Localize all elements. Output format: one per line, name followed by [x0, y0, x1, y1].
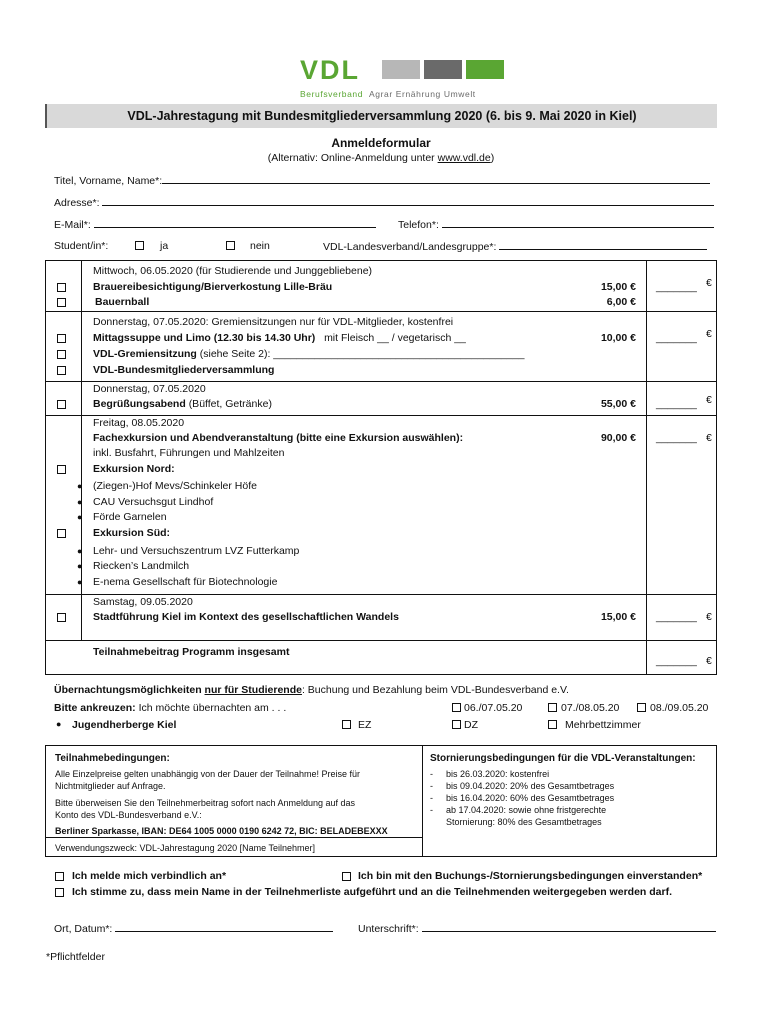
euro-sign: €: [706, 394, 712, 406]
total-label: Teilnahmebeitrag Programm insgesamt: [93, 646, 290, 658]
signature-label: Unterschrift*:: [358, 923, 419, 935]
online-alternative-prefix: (Alternativ: Online-Anmeldung unter: [267, 152, 438, 164]
phone-field-row: [398, 218, 714, 231]
farmers-ball-checkbox[interactable]: [57, 298, 66, 307]
thursday-committees-heading: Donnerstag, 07.05.2020: Gremiensitzungen nur für VDL-Mitglieder, kostenfrei: [93, 316, 454, 328]
participant-list-label: Ich stimme zu, dass mein Name in der Teilnehmerliste aufgeführt und an die Teilnehmenden weitergegeben werden darf.: [72, 886, 672, 898]
overnight-heading-rest: : Buchung und Bezahlung beim VDL-Bundesverband e.V.: [301, 684, 569, 696]
night3-checkbox[interactable]: [637, 703, 646, 712]
conditions-box: [45, 745, 717, 857]
north-stop: (Ziegen-)Hof Mevs/Schinkeler Höfe: [93, 480, 257, 492]
form-title: Anmeldeformular: [331, 136, 431, 150]
dash-icon: -: [430, 805, 433, 815]
online-alternative: [45, 152, 717, 164]
brewery-price: 15,00 €: [600, 281, 636, 293]
phone-field[interactable]: [442, 218, 714, 228]
north-stop: Förde Garnelen: [93, 511, 167, 523]
hostel-label: Jugendherberge Kiel: [72, 719, 177, 731]
overnight-request-bold: Bitte ankreuzen:: [54, 702, 136, 714]
table-rule: [46, 415, 716, 416]
committee-meeting-checkbox[interactable]: [57, 350, 66, 359]
student-label: Student/in*:: [54, 240, 109, 252]
general-assembly-label: VDL-Bundesmitgliederversammlung: [93, 364, 275, 376]
euro-sign: €: [706, 611, 712, 623]
lunch-soup-options[interactable]: mit Fleisch __ / vegetarisch __: [324, 332, 466, 344]
student-row: [54, 240, 108, 252]
logo-bar-green: [466, 60, 504, 79]
wednesday-heading: Mittwoch, 06.05.2020 (für Studierende und Junggebliebene): [93, 265, 373, 277]
excursion-north-label: Exkursion Nord:: [93, 463, 175, 475]
participation-terms-title: Teilnahmebedingungen:: [55, 753, 170, 764]
logo-bar-light: [382, 60, 420, 79]
vdl-website-link[interactable]: www.vdl.de: [437, 152, 491, 164]
double-room-label: DZ: [464, 719, 478, 731]
document-title: VDL-Jahrestagung mit Bundesmitgliederversammlung 2020 (6. bis 9. Mai 2020 in Kiel): [45, 104, 717, 128]
euro-sign: €: [706, 432, 712, 444]
cancellation-line: ab 17.04.2020: sowie ohne fristgerechte: [446, 805, 607, 815]
name-field[interactable]: [162, 174, 710, 184]
committee-meeting-note[interactable]: (siehe Seite 2): ___________________________________________: [199, 348, 525, 360]
farmers-ball-label: Bauernball: [95, 296, 150, 308]
overnight-request: [54, 702, 286, 714]
bullet-icon: ●: [56, 719, 62, 729]
bullet-icon: ●: [77, 481, 83, 491]
logo-subtitle-gray: Agrar Ernährung Umwelt: [369, 89, 476, 99]
thursday-welcome-heading: Donnerstag, 07.05.2020: [93, 383, 206, 395]
night1-checkbox[interactable]: [452, 703, 461, 712]
place-date-row: [54, 922, 333, 935]
terms-agreement-checkbox[interactable]: [342, 872, 351, 881]
dash-icon: -: [430, 781, 433, 791]
bullet-icon: ●: [77, 512, 83, 522]
overnight-request-text: Ich möchte übernachten am . . .: [135, 702, 287, 714]
night1-label: 06./07.05.20: [464, 702, 523, 714]
student-yes-label: ja: [160, 240, 169, 252]
place-date-label: Ort, Datum*:: [54, 923, 113, 935]
city-tour-label: Stadtführung Kiel im Kontext des gesellschaftlichen Wandels: [93, 611, 399, 623]
thursday-welcome-amount-field[interactable]: _______: [656, 398, 697, 410]
excursion-price: 90,00 €: [600, 432, 636, 444]
logo-bar-dark: [424, 60, 462, 79]
brewery-label: Brauereibesichtigung/Bierverkostung Lille-Bräu: [93, 281, 333, 293]
name-field-row: [54, 174, 710, 187]
euro-sign: €: [706, 655, 712, 667]
overnight-students-only: nur für Studierende: [204, 684, 302, 696]
committee-meeting-row: [93, 348, 524, 360]
name-field-label: Titel, Vorname, Name*:: [54, 175, 163, 187]
email-field-row: [54, 218, 376, 231]
night3-label: 08./09.05.20: [650, 702, 709, 714]
signature-field[interactable]: [422, 922, 716, 932]
excursion-south-checkbox[interactable]: [57, 529, 66, 538]
euro-sign: €: [706, 277, 712, 289]
logo-subtitle: [300, 89, 476, 99]
terms-agreement-label: Ich bin mit den Buchungs-/Stornierungsbedingungen einverstanden*: [358, 870, 703, 882]
cancellation-line: bis 26.03.2020: kostenfrei: [446, 769, 550, 779]
email-field[interactable]: [94, 218, 376, 228]
online-alternative-suffix: ): [490, 152, 495, 164]
payment-reference: Verwendungszweck: VDL-Jahrestagung 2020 [Name Teilnehmer]: [55, 843, 315, 853]
night2-label: 07./08.05.20: [561, 702, 620, 714]
bullet-icon: ●: [77, 561, 83, 571]
south-stop: E-nema Gesellschaft für Biotechnologie: [93, 576, 278, 588]
multi-bed-room-label: Mehrbettzimmer: [565, 719, 641, 731]
participation-terms-line: Konto des VDL-Bundesverband e.V.:: [55, 810, 202, 820]
participation-terms-line: Nichtmitglieder auf Anfrage.: [55, 781, 166, 791]
address-field[interactable]: [102, 196, 714, 206]
city-tour-checkbox[interactable]: [57, 613, 66, 622]
saturday-heading: Samstag, 09.05.2020: [93, 596, 193, 608]
table-rule: [46, 381, 716, 382]
cancellation-line: bis 16.04.2020: 60% des Gesamtbetrages: [446, 793, 615, 803]
conditions-divider: [422, 746, 423, 856]
general-assembly-checkbox[interactable]: [57, 366, 66, 375]
participation-terms-line: Bitte überweisen Sie den Teilnehmerbeitrag sofort nach Anmeldung auf das: [55, 798, 356, 808]
bullet-icon: ●: [77, 577, 83, 587]
group-field-label: VDL-Landesverband/Landesgruppe*:: [323, 241, 497, 253]
lunch-soup-checkbox[interactable]: [57, 334, 66, 343]
single-room-label: EZ: [358, 719, 372, 731]
student-no-label: nein: [250, 240, 270, 252]
committee-meeting-label: VDL-Gremiensitzung: [93, 348, 197, 360]
group-field-row: [323, 240, 707, 253]
excursion-note: inkl. Busfahrt, Führungen und Mahlzeiten: [93, 447, 285, 459]
table-divider-right: [646, 261, 647, 674]
city-tour-price: 15,00 €: [600, 611, 636, 623]
bullet-icon: ●: [77, 546, 83, 556]
excursion-label: Fachexkursion und Abendveranstaltung (bitte eine Exkursion auswählen):: [93, 432, 464, 444]
cancellation-line: Stornierung: 80% des Gesamtbetrages: [446, 817, 602, 827]
overnight-heading-part: Übernachtungsmöglichkeiten: [54, 684, 205, 696]
excursion-south-label: Exkursion Süd:: [93, 527, 171, 539]
south-stop: Riecken’s Landmilch: [93, 560, 190, 572]
welcome-evening-price: 55,00 €: [600, 398, 636, 410]
dash-icon: -: [430, 769, 433, 779]
logo-wordmark: VDL: [300, 55, 360, 85]
table-rule: [46, 640, 716, 641]
email-field-label: E-Mail*:: [54, 219, 91, 231]
address-field-label: Adresse*:: [54, 197, 100, 209]
table-rule: [46, 594, 716, 595]
logo-subtitle-green: Berufsverband: [300, 89, 364, 99]
total-amount-field[interactable]: _______: [656, 655, 697, 667]
table-rule: [46, 311, 716, 312]
welcome-evening-checkbox[interactable]: [57, 400, 66, 409]
bank-details: Berliner Sparkasse, IBAN: DE64 1005 0000 0190 6242 72, BIC: BELADEBEXXX: [55, 826, 388, 836]
conditions-rule: [46, 837, 422, 838]
euro-sign: €: [706, 328, 712, 340]
north-stop: CAU Versuchsgut Lindhof: [93, 496, 214, 508]
binding-registration-checkbox[interactable]: [55, 872, 64, 881]
student-yes-checkbox[interactable]: [135, 241, 144, 250]
excursion-north-checkbox[interactable]: [57, 465, 66, 474]
night2-checkbox[interactable]: [548, 703, 557, 712]
welcome-evening-note: (Büffet, Getränke): [188, 398, 272, 410]
welcome-evening-row: [93, 398, 272, 410]
thursday-committees-amount-field[interactable]: _______: [656, 332, 697, 344]
multi-bed-room-checkbox[interactable]: [548, 720, 557, 729]
overnight-heading: [54, 684, 569, 696]
group-field[interactable]: [499, 240, 707, 250]
participant-list-checkbox[interactable]: [55, 888, 64, 897]
cancellation-terms-title: Stornierungsbedingungen für die VDL-Veranstaltungen:: [430, 753, 696, 764]
participation-terms-line: Alle Einzelpreise gelten unabhängig von der Dauer der Teilnahme! Preise für: [55, 769, 361, 779]
farmers-ball-price: 6,00 €: [606, 296, 636, 308]
dash-icon: -: [430, 793, 433, 803]
address-field-row: [54, 196, 714, 209]
lunch-soup-label: Mittagssuppe und Limo (12.30 bis 14.30 Uhr): [93, 332, 316, 344]
cancellation-line: bis 09.04.2020: 20% des Gesamtbetrages: [446, 781, 615, 791]
south-stop: Lehr- und Versuchszentrum LVZ Futterkamp: [93, 545, 300, 557]
program-table: [45, 260, 717, 675]
brewery-checkbox[interactable]: [57, 283, 66, 292]
phone-field-label: Telefon*:: [398, 219, 439, 231]
vdl-logo: [300, 56, 515, 102]
place-date-field[interactable]: [115, 922, 333, 932]
lunch-soup-row: [93, 332, 466, 344]
single-room-checkbox[interactable]: [342, 720, 351, 729]
binding-registration-label: Ich melde mich verbindlich an*: [72, 870, 227, 882]
friday-amount-field[interactable]: _______: [656, 432, 697, 444]
saturday-amount-field[interactable]: _______: [656, 611, 697, 623]
student-no-checkbox[interactable]: [226, 241, 235, 250]
signature-row: [358, 922, 716, 935]
wednesday-amount-field[interactable]: _______: [656, 281, 697, 293]
double-room-checkbox[interactable]: [452, 720, 461, 729]
bullet-icon: ●: [77, 497, 83, 507]
friday-heading: Freitag, 08.05.2020: [93, 417, 185, 429]
required-fields-note: *Pflichtfelder: [46, 951, 105, 963]
welcome-evening-label: Begrüßungsabend: [93, 398, 186, 410]
lunch-soup-price: 10,00 €: [600, 332, 636, 344]
